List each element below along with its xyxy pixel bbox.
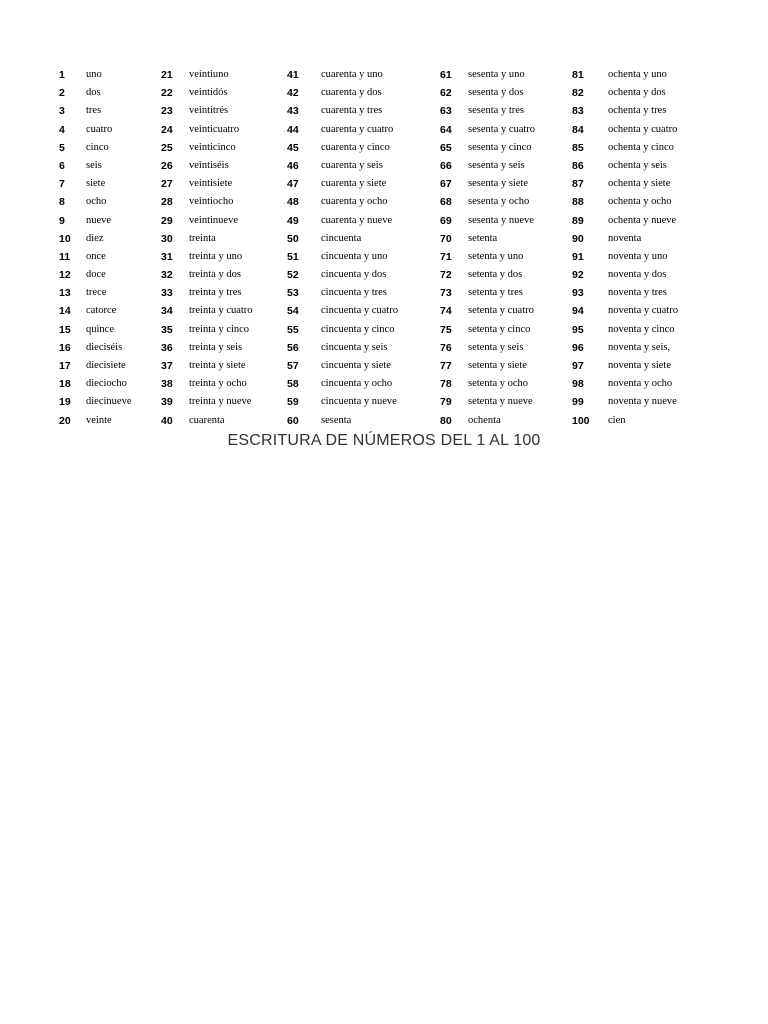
number-digit: 27 [161,178,173,191]
number-digit: 91 [572,250,584,263]
number-word: cuarenta y seis [321,159,383,171]
number-digit: 18 [59,378,71,391]
number-word: uno [86,69,102,80]
number-word: cuarenta y cinco [321,141,390,153]
number-digit: 93 [572,287,584,300]
number-digit: 66 [440,159,452,172]
number-word: sesenta [321,414,352,426]
number-word: setenta y cinco [468,323,531,335]
number-word: sesenta y cinco [468,141,532,153]
number-word: ochenta y uno [608,69,667,80]
number-word: dos [86,87,101,99]
number-word: cincuenta y nueve [321,396,397,408]
number-digit: 47 [287,178,299,191]
number-digit: 9 [59,214,65,227]
number-word: treinta y cuatro [189,305,253,317]
number-word: noventa y cinco [608,323,675,335]
number-digit: 79 [440,396,452,409]
number-digit: 37 [161,360,173,372]
number-digit: 59 [287,396,299,409]
number-digit: 31 [161,250,173,263]
number-word: noventa [608,232,642,244]
number-digit: 67 [440,178,452,191]
number-word: setenta y nueve [468,396,533,408]
number-digit: 26 [161,159,173,172]
number-digit: 1 [59,69,65,81]
number-digit: 3 [59,105,65,118]
number-word: cincuenta y cinco [321,323,395,335]
number-word: nueve [86,214,112,226]
number-word: cuarenta y cuatro [321,123,394,135]
number-digit: 100 [572,414,590,427]
number-digit: 87 [572,178,584,191]
number-word: treinta [189,232,216,244]
number-digit: 50 [287,232,299,245]
number-word: cincuenta y seis [321,341,388,353]
number-digit: 96 [572,341,584,354]
number-word: cuarenta y tres [321,105,383,117]
number-digit: 64 [440,123,452,136]
number-word: diecinueve [86,396,132,408]
number-digit: 6 [59,159,65,172]
number-word: cincuenta y tres [321,287,387,299]
number-word: dieciséis [86,341,123,353]
number-digit: 22 [161,87,173,100]
number-word: noventa y cuatro [608,305,678,317]
number-word: treinta y nueve [189,396,252,408]
number-digit: 40 [161,414,173,427]
number-digit: 86 [572,159,584,172]
number-word: treinta y cinco [189,323,250,335]
number-digit: 56 [287,341,299,354]
number-word: sesenta y dos [468,87,524,99]
number-digit: 44 [287,123,299,136]
number-word: siete [86,178,106,190]
number-digit: 36 [161,341,173,354]
number-digit: 11 [59,250,71,263]
number-digit: 90 [572,232,584,245]
number-digit: 97 [572,360,584,372]
number-word: sesenta y ocho [468,196,530,208]
number-word: noventa y ocho [608,378,673,390]
number-word: treinta y seis [189,341,243,353]
number-digit: 48 [287,196,299,209]
number-word: doce [86,269,106,281]
number-digit: 74 [440,305,452,318]
number-word: sesenta y siete [468,178,529,190]
number-word: setenta y tres [468,287,523,299]
number-digit: 72 [440,269,452,282]
number-word: veinticinco [189,141,236,153]
number-word: once [86,250,106,262]
number-digit: 16 [59,341,71,354]
number-digit: 52 [287,269,299,282]
number-digit: 82 [572,87,584,100]
number-word: cuarenta [189,414,225,426]
number-digit: 60 [287,414,299,427]
number-word: setenta y dos [468,269,523,281]
number-digit: 45 [287,141,299,154]
number-word: cuarenta y nueve [321,214,393,226]
number-digit: 15 [59,323,71,336]
number-digit: 63 [440,105,452,118]
number-word: ochenta y siete [608,178,671,190]
number-digit: 70 [440,232,452,245]
number-word: veintisiete [189,178,233,190]
number-digit: 20 [59,414,71,427]
number-word: veinte [86,414,112,426]
number-word: ochenta [468,414,501,426]
number-digit: 84 [572,123,584,136]
number-digit: 78 [440,378,452,391]
number-word: treinta y siete [189,360,246,371]
number-word: cuarenta y uno [321,69,383,80]
number-digit: 7 [59,178,65,191]
number-word: quince [86,323,114,335]
number-word: setenta y ocho [468,378,529,390]
number-digit: 89 [572,214,584,227]
number-digit: 73 [440,287,452,300]
number-digit: 24 [161,123,173,136]
number-word: cincuenta y dos [321,269,387,281]
number-digit: 46 [287,159,299,172]
number-digit: 83 [572,105,584,118]
number-digit: 62 [440,87,452,100]
number-word: cincuenta y siete [321,360,391,371]
number-digit: 55 [287,323,299,336]
number-digit: 77 [440,360,452,372]
number-word: ochenta y seis [608,159,667,171]
number-word: ochenta y cinco [608,141,674,153]
number-word: veintiséis [189,159,229,171]
number-digit: 65 [440,141,452,154]
number-digit: 85 [572,141,584,154]
number-word: setenta [468,232,498,244]
number-word: ochenta y dos [608,87,666,99]
page-title: ESCRITURA DE NÚMEROS DEL 1 AL 100 [227,432,541,449]
number-word: veintiuno [189,69,229,80]
number-word: veintidós [189,87,228,99]
number-word: ochenta y nueve [608,214,677,226]
number-word: noventa y tres [608,287,667,299]
number-digit: 49 [287,214,299,227]
number-digit: 17 [59,360,71,372]
number-word: veintiocho [189,196,234,208]
number-word: noventa y uno [608,250,668,262]
number-digit: 68 [440,196,452,209]
number-digit: 76 [440,341,452,354]
number-digit: 94 [572,305,584,318]
number-word: tres [86,105,102,117]
number-digit: 13 [59,287,71,300]
number-digit: 23 [161,105,173,118]
number-digit: 35 [161,323,173,336]
number-digit: 28 [161,196,173,209]
number-word: cincuenta y cuatro [321,305,398,317]
number-digit: 10 [59,232,71,245]
number-digit: 71 [440,250,452,263]
number-digit: 12 [59,269,71,282]
number-digit: 88 [572,196,584,209]
number-word: cuarenta y dos [321,87,382,99]
number-word: sesenta y tres [468,105,524,117]
number-word: cinco [86,141,109,153]
number-digit: 39 [161,396,173,409]
number-word: dieciocho [86,378,127,390]
number-word: treinta y ocho [189,378,247,390]
number-digit: 19 [59,396,71,409]
number-digit: 4 [59,123,65,136]
number-word: cincuenta y ocho [321,378,393,390]
number-digit: 8 [59,196,65,209]
number-word: ochenta y ocho [608,196,672,208]
number-word: ocho [86,196,107,208]
number-word: sesenta y uno [468,69,525,80]
number-digit: 30 [161,232,173,245]
number-word: trece [86,287,107,299]
number-word: diecisiete [86,360,126,371]
number-digit: 33 [161,287,173,300]
number-digit: 92 [572,269,584,282]
number-digit: 14 [59,305,71,318]
number-digit: 29 [161,214,173,227]
number-word: cuatro [86,123,113,135]
number-digit: 58 [287,378,299,391]
number-word: cuarenta y siete [321,178,387,190]
number-word: treinta y dos [189,269,241,281]
number-word: sesenta y nueve [468,214,534,226]
number-digit: 25 [161,141,173,154]
number-word: catorce [86,305,117,317]
number-word: noventa y siete [608,360,671,371]
number-digit: 57 [287,360,299,372]
number-word: cincuenta [321,232,362,244]
number-word: treinta y tres [189,287,242,299]
number-digit: 51 [287,250,299,263]
number-word: seis [86,159,102,171]
number-digit: 54 [287,305,299,318]
number-word: cincuenta y uno [321,250,388,262]
number-word: setenta y siete [468,360,527,371]
number-digit: 69 [440,214,452,227]
number-word: noventa y dos [608,269,667,281]
number-word: setenta y seis [468,341,524,353]
number-digit: 2 [59,87,65,100]
number-digit: 21 [161,69,173,81]
number-word: setenta y uno [468,250,524,262]
number-word: veintinueve [189,214,238,226]
number-word: setenta y cuatro [468,305,534,317]
number-word: cien [608,414,626,426]
number-digit: 34 [161,305,173,318]
number-word: noventa y seis, [608,341,671,353]
number-word: sesenta y cuatro [468,123,536,135]
number-digit: 99 [572,396,584,409]
number-digit: 5 [59,141,65,154]
number-digit: 41 [287,69,299,81]
number-word: veinticuatro [189,123,240,135]
number-digit: 95 [572,323,584,336]
number-digit: 98 [572,378,584,391]
number-word: noventa y nueve [608,396,677,408]
number-word: ochenta y tres [608,105,667,117]
number-digit: 38 [161,378,173,391]
number-word: diez [86,232,104,244]
number-digit: 75 [440,323,452,336]
number-digit: 42 [287,87,299,100]
number-word: ochenta y cuatro [608,123,678,135]
number-word: treinta y uno [189,250,243,262]
number-digit: 80 [440,414,452,427]
number-digit: 61 [440,69,452,81]
number-digit: 53 [287,287,299,300]
number-word: sesenta y seis [468,159,525,171]
number-digit: 81 [572,69,584,81]
number-word: cuarenta y ocho [321,196,388,208]
number-digit: 43 [287,105,299,118]
number-word: veintitrés [189,105,229,117]
number-digit: 32 [161,269,173,282]
